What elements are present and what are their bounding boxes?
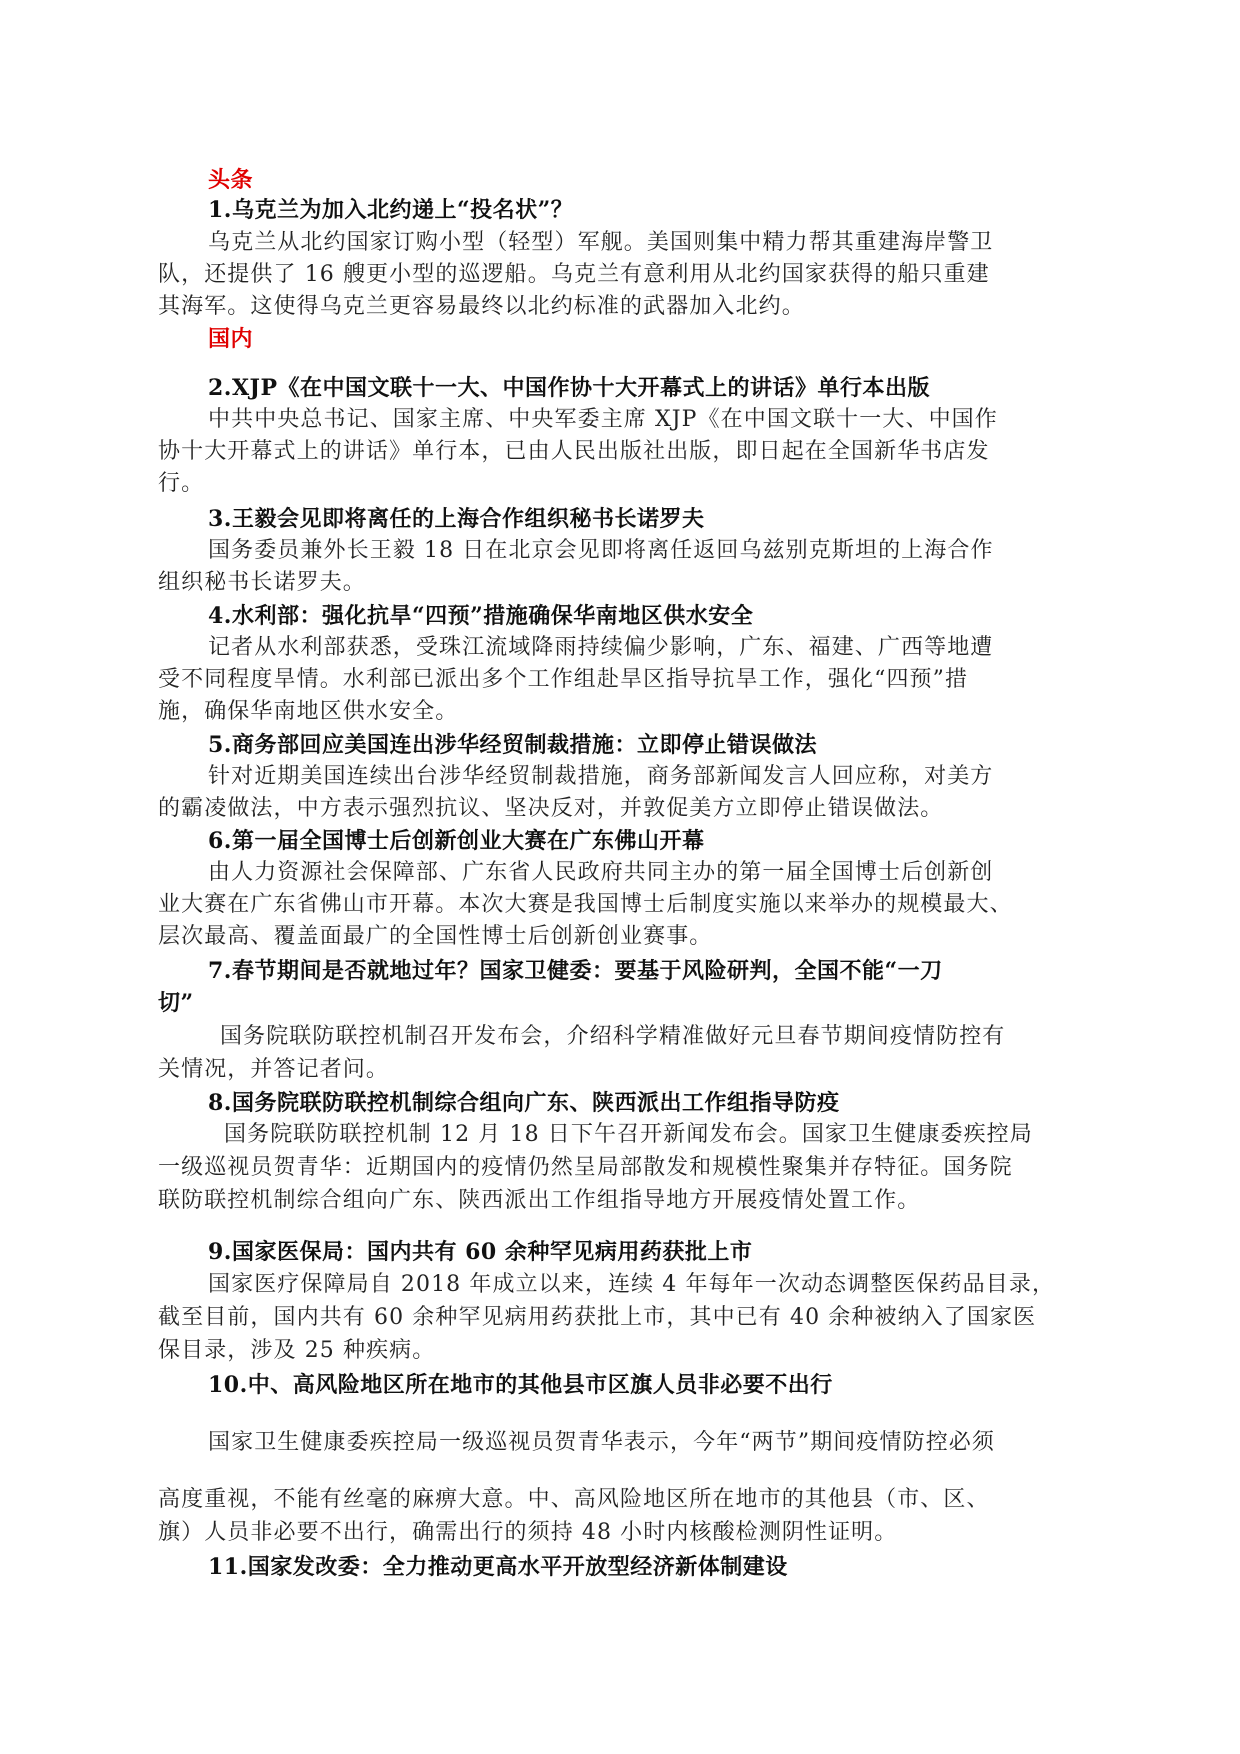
item-5-title: 5.商务部回应美国连出涉华经贸制裁措施：立即停止错误做法 — [208, 732, 817, 758]
item-3-body-line-2: 组织秘书长诺罗夫。 — [158, 570, 366, 595]
item-8-body-line-1: 国务院联防联控机制 12 月 18 日下午召开新闻发布会。国家卫生健康委疾控局 — [224, 1122, 1033, 1147]
item-2-body-line-2: 协十大开幕式上的讲话》单行本，已由人民出版社出版，即日起在全国新华书店发 — [158, 439, 990, 464]
item-6-title: 6.第一届全国博士后创新创业大赛在广东佛山开幕 — [208, 828, 705, 854]
item-6-body-line-3: 层次最高、覆盖面最广的全国性博士后创新创业赛事。 — [158, 924, 713, 949]
item-10-title: 10.中、高风险地区所在地市的其他县市区旗人员非必要不出行 — [208, 1372, 833, 1398]
item-5-body-line-1: 针对近期美国连续出台涉华经贸制裁措施，商务部新闻发言人回应称，对美方 — [208, 764, 994, 789]
item-6-body-line-2: 业大赛在广东省佛山市开幕。本次大赛是我国博士后制度实施以来举办的规模最大、 — [158, 892, 1013, 917]
item-9-body-line-1: 国家医疗保障局自 2018 年成立以来，连续 4 年每年一次动态调整医保药品目录， — [208, 1272, 1056, 1297]
item-9-body-line-2: 截至目前，国内共有 60 余种罕见病用药获批上市，其中已有 40 余种被纳入了国家医 — [158, 1305, 1037, 1330]
item-2-body-line-1: 中共中央总书记、国家主席、中央军委主席 XJP《在中国文联十一大、中国作 — [208, 407, 998, 432]
item-3-title: 3.王毅会见即将离任的上海合作组织秘书长诺罗夫 — [208, 506, 705, 532]
item-7-title-continuation: 切” — [158, 990, 194, 1016]
item-8-title: 8.国务院联防联控机制综合组向广东、陕西派出工作组指导防疫 — [208, 1090, 840, 1116]
section-headline: 头条 — [208, 167, 254, 193]
item-2-title: 2.XJP《在中国文联十一大、中国作协十大开幕式上的讲话》单行本出版 — [208, 375, 930, 401]
item-5-body-line-2: 的霸凌做法，中方表示强烈抗议、坚决反对，并敦促美方立即停止错误做法。 — [158, 796, 944, 821]
item-1-body-line-2: 队，还提供了 16 艘更小型的巡逻船。乌克兰有意利用从北约国家获得的船只重建 — [158, 262, 990, 287]
item-10-body-line-3: 旗）人员非必要不出行，确需出行的须持 48 小时内核酸检测阴性证明。 — [158, 1520, 898, 1545]
section-domestic: 国内 — [208, 326, 254, 352]
item-7-body-line-1: 国务院联防联控机制召开发布会，介绍科学精准做好元旦春节期间疫情防控有 — [220, 1024, 1006, 1049]
item-10-body-line-1: 国家卫生健康委疾控局一级巡视员贺青华表示，今年“两节”期间疫情防控必须 — [208, 1430, 995, 1455]
item-9-title: 9.国家医保局：国内共有 60 余种罕见病用药获批上市 — [208, 1239, 753, 1265]
item-10-body-line-2: 高度重视，不能有丝毫的麻痹大意。中、高风险地区所在地市的其他县（市、区、 — [158, 1487, 990, 1512]
item-8-body-line-2: 一级巡视员贺青华：近期国内的疫情仍然呈局部散发和规模性聚集并存特征。国务院 — [158, 1155, 1013, 1180]
item-4-body-line-2: 受不同程度旱情。水利部已派出多个工作组赴旱区指导抗旱工作，强化“四预”措 — [158, 667, 969, 692]
item-2-body-line-3: 行。 — [158, 471, 205, 496]
item-4-body-line-1: 记者从水利部获悉，受珠江流域降雨持续偏少影响，广东、福建、广西等地遭 — [208, 635, 994, 660]
item-8-body-line-3: 联防联控机制综合组向广东、陕西派出工作组指导地方开展疫情处置工作。 — [158, 1188, 921, 1213]
item-1-title: 1.乌克兰为加入北约递上“投名状”？ — [208, 197, 574, 223]
item-9-body-line-3: 保目录，涉及 25 种疾病。 — [158, 1338, 436, 1363]
item-7-title: 7.春节期间是否就地过年？国家卫健委：要基于风险研判，全国不能“一刀 — [208, 958, 943, 984]
item-4-body-line-3: 施，确保华南地区供水安全。 — [158, 699, 459, 724]
item-4-title: 4.水利部：强化抗旱“四预”措施确保华南地区供水安全 — [208, 603, 754, 629]
item-7-body-line-2: 关情况，并答记者问。 — [158, 1057, 390, 1082]
item-11-title: 11.国家发改委：全力推动更高水平开放型经济新体制建设 — [208, 1554, 788, 1580]
item-1-body-line-3: 其海军。这使得乌克兰更容易最终以北约标准的武器加入北约。 — [158, 294, 805, 319]
item-6-body-line-1: 由人力资源社会保障部、广东省人民政府共同主办的第一届全国博士后创新创 — [208, 860, 994, 885]
item-3-body-line-1: 国务委员兼外长王毅 18 日在北京会见即将离任返回乌兹别克斯坦的上海合作 — [208, 538, 994, 563]
item-1-body-line-1: 乌克兰从北约国家订购小型（轻型）军舰。美国则集中精力帮其重建海岸警卫 — [208, 230, 994, 255]
